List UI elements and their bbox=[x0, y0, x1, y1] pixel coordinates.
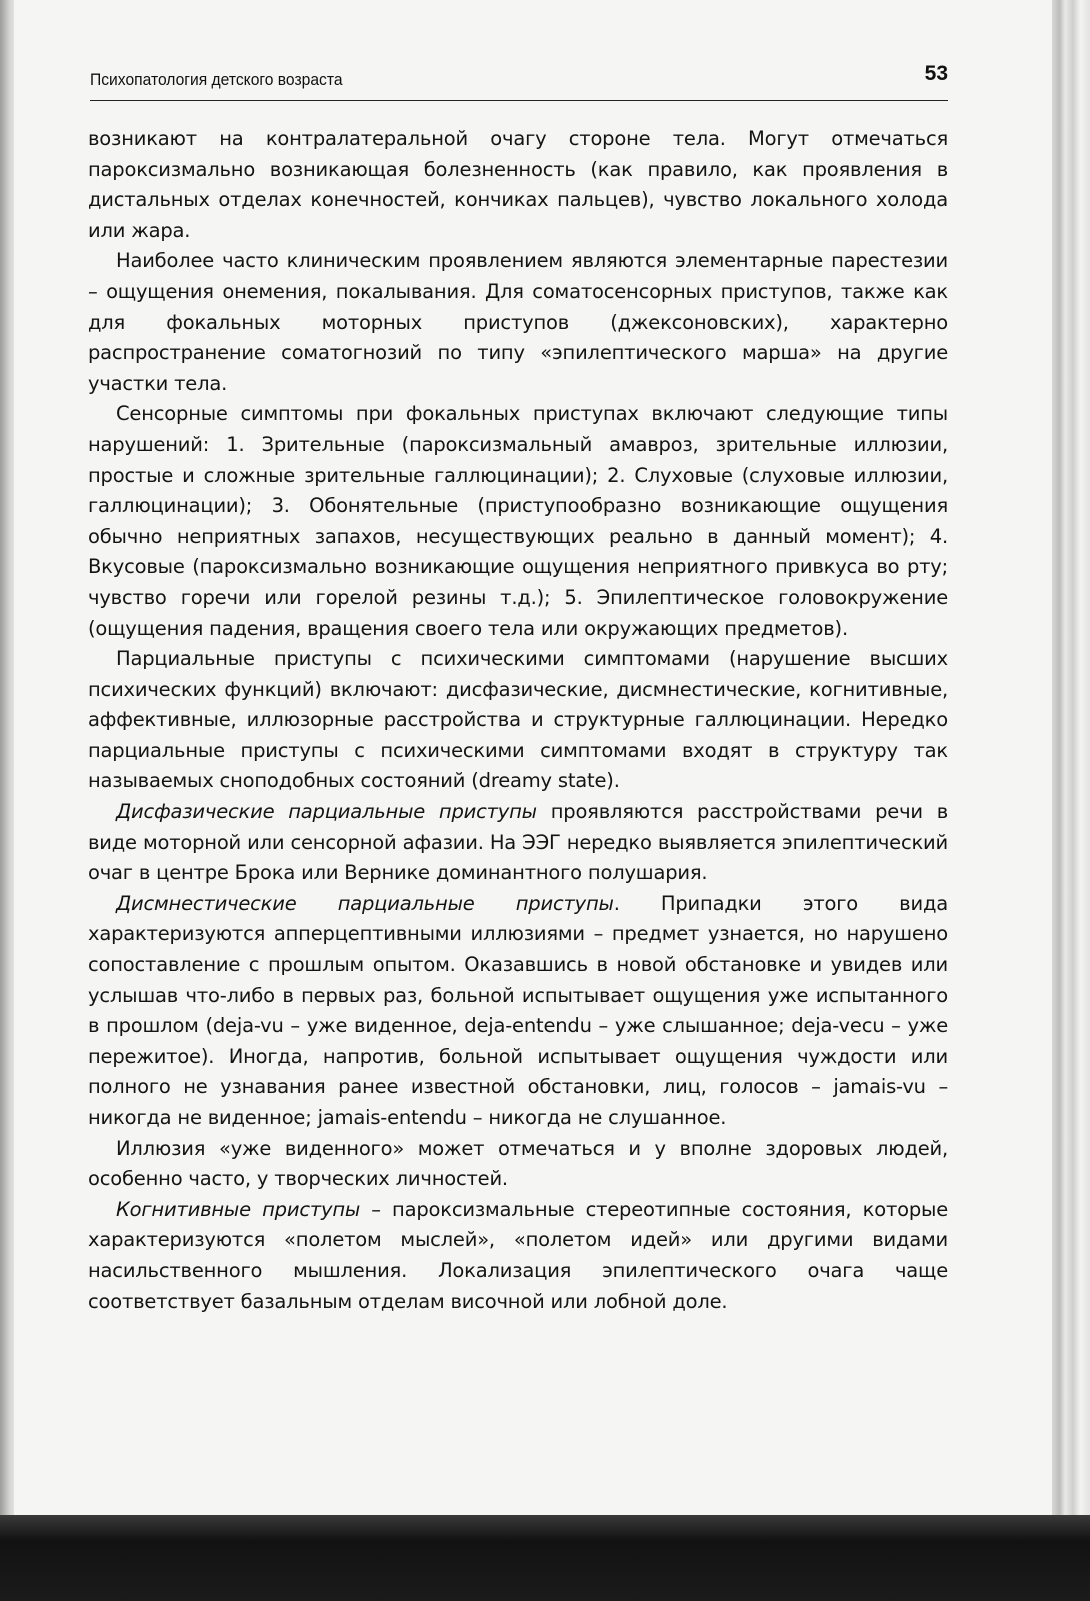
paragraph-text: . Припадки этого вида характеризуются апперцептивными иллюзиями – предмет узнается, но нарушено сопоставление с прошлым опытом. Оказавшись в новой обстановке и увидев или услышав что-либо в первых раз, больной испытывает ощущения уже испытанного в прошлом (deja-vu – уже виденное, deja-entendu – уже слышанное; deja-vecu – уже пережитое). Иногда, напротив, больной испытывает ощущения чуждости или полного не узнавания ранее известной обстановки, лиц, голосов – jamais-vu – никогда не виденное; jamais-entendu – никогда не слушанное. bbox=[88, 891, 948, 1129]
italic-term: Дисфазические парциальные приступы bbox=[116, 800, 537, 824]
italic-term: Когнитивные приступы bbox=[116, 1197, 361, 1221]
paragraph-text: – пароксизмальные стереотипные состояния, которые характеризуются «полетом мыслей», «полетом идей» или другими видами насильственного мышления. Локализация эпилептического очага чаще соответствует базальным отделам височной или лобной доле. bbox=[88, 1197, 949, 1313]
running-header bbox=[90, 60, 948, 101]
paragraph bbox=[88, 246, 948, 399]
paragraph-text: Парциальные приступы с психическими симптомами (нарушение высших психических функций) включают: дисфазические, дисмнестические, когнитивные, аффективные, иллюзорные расстройства и структурные галлюцинации. Нередко парциальные приступы с психическими симптомами входят в структуру так называемых сноподобных состояний (dreamy state). bbox=[88, 647, 948, 793]
paragraph bbox=[88, 1195, 948, 1317]
paragraph-text: Иллюзия «уже виденного» может отмечаться и у вполне здоровых людей, особенно часто, у творческих личностей. bbox=[88, 1136, 948, 1191]
paragraph bbox=[88, 124, 948, 246]
paragraph bbox=[88, 889, 948, 1134]
body-text bbox=[88, 124, 948, 1317]
paragraph bbox=[88, 399, 948, 644]
paragraph-text: возникают на контралатеральной очагу стороне тела. Могут отмечаться пароксизмально возникающая болезненность (как правило, как проявления в дистальных отделах конечностей, кончиках пальцев), чувство локального холода или жара. bbox=[88, 127, 948, 242]
paragraph-text: проявляются расстройствами речи в виде моторной или сенсорной афазии. На ЭЭГ нередко выявляется эпилептический очаг в центре Брока или Вернике доминантного полушария. bbox=[88, 800, 948, 885]
running-title: Психопатология детского возраста bbox=[90, 70, 343, 89]
page-number: 53 bbox=[924, 62, 948, 85]
paragraph bbox=[88, 644, 948, 797]
paragraph bbox=[88, 797, 948, 889]
page-edge-shadow bbox=[1052, 0, 1090, 1520]
scan-bottom-shadow bbox=[0, 1515, 1090, 1601]
paragraph-text: Наиболее часто клиническим проявлением являются элементарные парестезии – ощущения онемения, покалывания. Для соматосенсорных приступов, также как для фокальных моторных приступов (джексоновских), характерно распространение соматогнозий по типу «эпилептического марша» на другие участки тела. bbox=[88, 249, 948, 395]
paragraph bbox=[88, 1134, 948, 1195]
paragraph-text: Сенсорные симптомы при фокальных приступах включают следующие типы нарушений: 1. Зрительные (пароксизмальный амавроз, зрительные иллюзии, простые и сложные зрительные галлюцинации); 2. Слуховые (слуховые иллюзии, галлюцинации); 3. Обонятельные (приступообразно возникающие ощущения обычно неприятных запахов, несуществующих реально в данный момент); 4. Вкусовые (пароксизмально возникающие ощущения неприятного привкуса во рту; чувство горечи или горелой резины т.д.); 5. Эпилептическое головокружение (ощущения падения, вращения своего тела или окружающих предметов). bbox=[88, 402, 948, 640]
italic-term: Дисмнестические парциальные приступы bbox=[116, 891, 614, 915]
